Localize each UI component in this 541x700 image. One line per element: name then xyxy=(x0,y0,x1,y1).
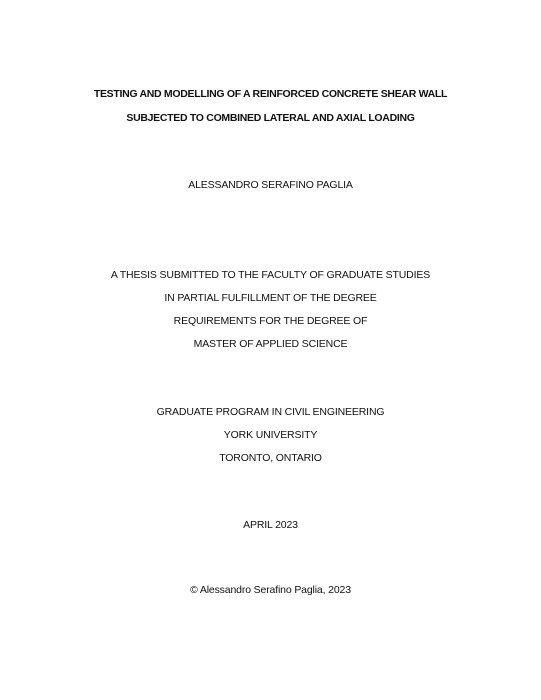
submission-date: APRIL 2023 xyxy=(243,519,298,531)
submission-line-2: IN PARTIAL FULFILLMENT OF THE DEGREE xyxy=(164,292,377,304)
university-name: YORK UNIVERSITY xyxy=(223,429,318,441)
thesis-title-line-1: TESTING AND MODELLING OF A REINFORCED CONCRETE SHEAR WALL xyxy=(93,88,448,100)
program-name: GRADUATE PROGRAM IN CIVIL ENGINEERING xyxy=(156,406,385,418)
author-name: ALESSANDRO SERAFINO PAGLIA xyxy=(188,179,353,191)
location: TORONTO, ONTARIO xyxy=(219,452,322,464)
submission-line-3: REQUIREMENTS FOR THE DEGREE OF xyxy=(173,315,368,327)
submission-line-1: A THESIS SUBMITTED TO THE FACULTY OF GRADUATE STUDIES xyxy=(110,269,431,281)
copyright-notice: © Alessandro Serafino Paglia, 2023 xyxy=(190,584,351,596)
submission-line-4: MASTER OF APPLIED SCIENCE xyxy=(193,338,348,350)
thesis-title-line-2: SUBJECTED TO COMBINED LATERAL AND AXIAL LOADING xyxy=(126,112,415,124)
